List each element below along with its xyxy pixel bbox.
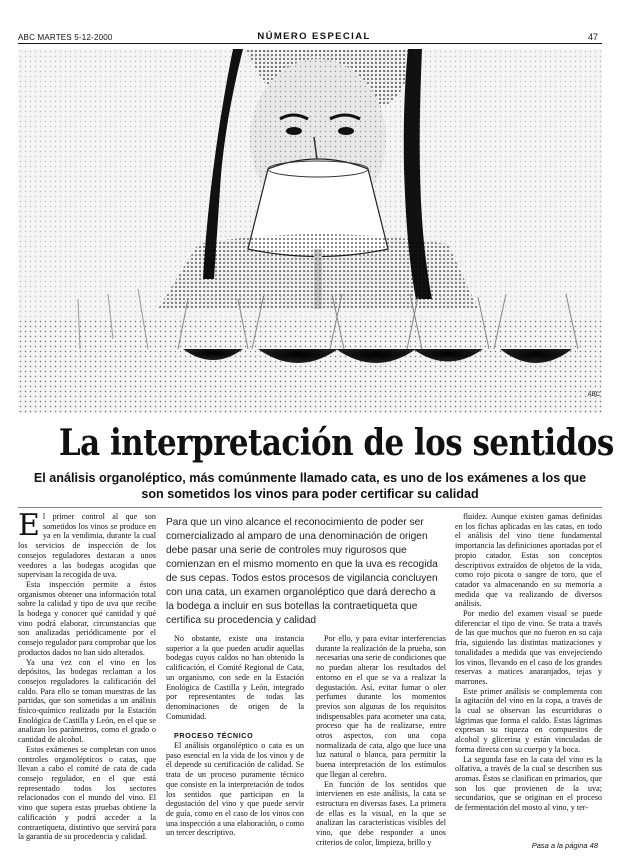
page-header [0,0,620,44]
continued-on-page-link[interactable]: Pasa a la página 48 [528,841,598,850]
paragraph: Esta inspección permite a éstos organismos obtener una información total sobre la calidad y tipo de uva que recibe la bodega y conocer qué cantidad y qué vino podrá elaborar, circunstancias que son analizadas periódicamente por el consejo regulador para comprobar que los productos dados no han sido alterados. [18,579,156,657]
header-date: ABC MARTES 5-12-2000 [18,33,113,42]
header-rule [18,43,602,44]
wine-tasting-photo [18,49,602,413]
photo-illustration [18,49,602,413]
paragraph: No obstante, existe una instancia superior a la que pueden acudir aquellas bodegas cuyos caldos no han obtenido la calificación, el Comité Regional de Cata, un organismo, con sede en la Estación Enológica de Castilla y León, integrado por representantes de todas las denominaciones de origen de la Comunidad. [166,634,304,721]
page-number: 47 [587,32,598,42]
pull-quote: Para que un vino alcance el reconocimiento de poder ser comercializado al amparo de una denominación de origen debe pasar una serie de controles muy rigurosos que comienzan en el mismo momento en que la uva es recogida de sus cepas. Todos estos procesos de vigilancia concluyen con una cata, un examen organoléptico que dará derecho a la bodega a incluir en sus botellas la contraetiqueta que certifica su procedencia y calidad [166,517,438,626]
headline: La interpretación de los sentidos [58,422,614,464]
paragraph: Estos exámenes se completan con unos controles organolépticos o catas, que llevan a cabo el comité de cata de cada consejo regulador, en el que está representado todos los sectores relacionados con el mundo del vino. El vino que supera estas pruebas obtiene la calificación y podrá acceder a la contraetiqueta, distintivo que servirá para la garantía de su procedencia y calidad. [18,744,156,842]
paragraph: El análisis organoléptico o cata es un paso esencial en la vida de los vinos y de él depende su certificación de calidad. Se trata de un proceso puramente técnico que consiste en la interpretación de todos los sentidos que participan en la degustación del vino y que puede servir de guía, como en el caso de los vinos con una inspección a una elaboración, o como un tercer descriptivo. [166,741,304,838]
photo-credit: ABC [587,392,600,398]
paragraph: Este primer análisis se complementa con la agitación del vino en la copa, a través de la cual se observan las escurriduras o lágrimas que forma el caldo. Estas lágrimas expresan su riqueza en compuestos de alcohol y glicerina y están vinculadas de forma directa con su cuerpo y la boca. [455,686,602,754]
paragraph: En función de los sentidos que intervienen en este análisis, la cata se estructura en diversas fases. La primera de ellas es la visual, en la que se analizan las características visibles del vino, que debe responder a unos criterios de color, limpieza, brillo y [316,779,446,847]
paragraph: Ya una vez con el vino en los depósitos, las bodegas reclaman a los consejos reguladores la calificación del caldo. Para ello se toman muestras de las partidas, que son sometidas a un análisis físico-químico realizado por la Estación Enológica de Castilla y León, en el que se analizan los parámetros, como el grado o cantidad de alcohol. [18,657,156,745]
body-column-1 [18,512,156,862]
paragraph: l primer control al que son sometidos los vinos se produce en ya en la vendimia, durante la cual los servicios de inspección de los consejos reguladores destacan a unos veedores a las bodegas acogidas que supervisan la recogida de uva. [18,512,156,580]
body-column-4 [455,512,602,852]
subhead-rule [18,507,602,508]
section-label: NÚMERO ESPECIAL [257,31,371,42]
paragraph: Por ello, y para evitar interferencias durante la realización de la prueba, son necesarias una serie de condiciones que no puedan alterar los resultados del entorno en el que se va a realizar la degustación. Así, evitar fumar o oler perfumes durante los momentos previos son algunas de los requisitos indispensables para acometer una cata, proceso que ha de realizarse, entre otros aspectos, con una copa normalizada de cata, algo que luce una luz natural o blanca, para permitir la buena interpretación de los estímulos que llegan al cerebro. [316,634,446,779]
paragraph: fluidez. Aunque existen gamas definidas en los fichas aplicadas en las catas, en todo el análisis del vino tiene fundamental importancia las definiciones aportadas por el propio catador. Estas son conceptos descriptivos extraídos de objetos de la vida, como rojo picota o sangre de toro, que el catador va almacenando en su memoria a medida que va realizando de diversos análisis. [455,512,602,609]
paragraph: La segunda fase en la cata del vino es la olfativa, a través de la cual se describen sus aromas. Éstos se clasifican en primarios, que son los que provienen de la uva; secundarios, que se originan en el proceso de fermentación del mosto al vino, y ter- [455,754,602,813]
section-heading: PROCESO TÉCNICO [174,731,254,741]
paragraph: Por medio del examen visual se puede diferenciar el tipo de vino. Se trata a través de las que muchos que no fueron en su caja fría, siguiendo las distintas matizaciones y tonalidades a medida que vas envejeciendo los vinos, llevando en el caso de los grandes reservas a matices anaranjados, tejas y marrones. [455,609,602,686]
subheadline: El análisis organoléptico, más comúnmente llamado cata, es uno de los exámenes a los que son sometidos los vinos para poder certificar su calidad [33,471,587,501]
drop-cap: E [18,512,40,543]
body-column-3 [316,634,446,862]
body-column-2 [166,634,304,862]
